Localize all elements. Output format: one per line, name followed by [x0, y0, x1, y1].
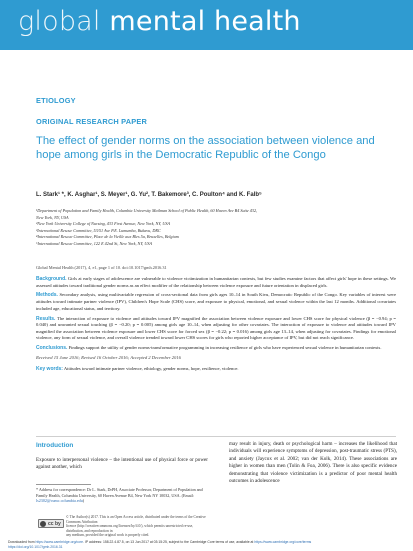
- methods-text: Secondary analysis, using multivariable regression of cross-sectional data from girls ages 10–14 in South Kivu, Democratic Republic of the Congo. Key variables of interest were attitudes toward intimate partner violence (IPV), Children's Hope Scale (CHS) score, and exposure to physical, emotional, and sexual violence within the last 12 months. Additional covariates included age, educational status, and territory.: [36, 292, 396, 311]
- author-list: L. Stark¹ *, K. Asghar¹, S. Meyer¹, G. Yu², T. Bakemore³, C. Poulton⁴ and K. Falb⁵: [36, 192, 262, 198]
- introduction-heading: Introduction: [36, 442, 74, 449]
- cambridge-core-link[interactable]: https://www.cambridge.org/core: [35, 540, 84, 544]
- affiliation-line: ⁴International Rescue Committee, Place de la Vieille aux Bles 5a, Bruxelles, Belgium: [36, 234, 179, 240]
- section-label: ETIOLOGY: [36, 96, 76, 105]
- introduction-text-right: may result in injury, death or psychological harm – increases the likelihood that individuals will experience symptoms of depression, post-traumatic stress (PTS), and anxiety (Jaycox et al. 2002; van der Kolk, 2014). These associations are higher in women than men (Tolin & Foa, 2006). There is also specific evidence demonstrating that violence victimization is a predictor of poor mental health outcomes in adolescence: [229, 441, 397, 485]
- introduction-text-left: Exposure to interpersonal violence – the intentional use of physical force or power against another, which: [36, 457, 208, 471]
- conclusions-label: Conclusions.: [36, 345, 68, 352]
- methods-label: Methods.: [36, 292, 58, 299]
- journal-title: [18, 6, 301, 37]
- email-label: (Email:: [181, 492, 194, 498]
- article-title: The effect of gender norms on the association between violence and hope among girls in the Democratic Republic of the Congo: [36, 135, 375, 161]
- affiliation-line: ³International Rescue Committee, 53/51 Ave P.E. Lumumba, Bukavu, DRC: [36, 227, 161, 233]
- affiliation-line: ⁵International Rescue Committee, 122 E 42nd St, New York, NY, USA: [36, 240, 153, 246]
- affiliation-line: ¹Department of Population and Family Health, Columbia University Mailman School of Public Health, 60 Haven Ave B4 Suite 432,: [36, 208, 258, 213]
- terms-link[interactable]: https://www.cambridge.org/core/terms: [254, 540, 312, 544]
- affiliation-line: ²New York University College of Nursing, 433 First Avenue, New York, NY, USA: [36, 221, 171, 227]
- citation-line: Global Mental Health (2017), 4, e1, page 1 of 10. doi:10.1017/gmh.2016.31: [36, 265, 167, 270]
- correspondence-footnote: [36, 487, 208, 504]
- email-end: ): [82, 498, 85, 504]
- article-type-label: ORIGINAL RESEARCH PAPER: [36, 117, 148, 126]
- doi-link[interactable]: https://doi.org/10.1017/gmh.2016.31: [8, 544, 63, 549]
- affiliation-line: New York, NY, USA: [36, 214, 69, 220]
- section-divider: [36, 436, 396, 437]
- background-text: Girls at early stages of adolescence are vulnerable to violence victimization in humanitarian contexts, but few studies examine factors that affect girls' hope in these settings. We assessed attitudes toward traditional gender norms as an effect modifier of the relationship between violence exposure and future orientation in displaced girls.: [36, 276, 396, 288]
- results-label: Results.: [36, 315, 56, 322]
- journal-title-part1: global: [18, 6, 101, 37]
- results-text: The interaction of exposure to violence and attitudes toward IPV magnified the association between violence exposure and lower CHS score for physical violence (β = −0.94; p = 0.040) and unwanted sexual touching (β = −0.20; p = 0.005) among girls age 10–14, when adjusting for other covariates. The interaction of exposure to violence and attitudes toward IPV magnified the association between violence exposure and lower CHS score for forced sex (β = −0.22; p = 0.016) among girls age 13–14, when adjusting for covariates. Findings for emotional violence, any form of sexual violence, and overall violence trended toward lower CHS scores for girls who reported higher acceptance of IPV, but did not reach significance.: [36, 315, 396, 341]
- doi-line: [8, 545, 413, 550]
- copyright-notice: [36, 515, 208, 538]
- body-column-left: [36, 442, 208, 472]
- journal-banner: [0, 0, 413, 50]
- copyright-line: any medium, provided the original work is properly cited.: [66, 533, 150, 538]
- journal-title-part2: mental health: [109, 6, 301, 37]
- cc-badge-label: cc by: [48, 521, 61, 527]
- keywords-text: Attitudes toward intimate partner violence, ethiology, gender norms, hope, resilience, violence.: [63, 366, 239, 372]
- download-mid: . IP address: 158.22.4.87.5, on 13 Jun 2017 at 03:15:25, subject to the Cambridge Core terms of use, available at: [83, 540, 255, 544]
- footnote-divider: [36, 484, 91, 485]
- affiliations: [36, 208, 396, 248]
- received-dates: Received 15 June 2016; Revised 16 October 2016; Accepted 2 December 2016: [36, 355, 181, 361]
- background-label: Background.: [36, 276, 67, 282]
- abstract-methods: [36, 292, 396, 312]
- abstract-conclusions: [36, 345, 396, 352]
- abstract-results: [36, 316, 396, 342]
- download-prefix: Downloaded from: [8, 540, 36, 544]
- keywords-label: Key words:: [36, 366, 63, 373]
- abstract: [36, 276, 396, 376]
- conclusions-text: Findings support the utility of gender norms-transformative programming in increasing resilience of girls who have experienced sexual violence in humanitarian contexts.: [68, 345, 382, 351]
- keywords: [36, 366, 396, 373]
- copyright-line: licence (http://creativecommons.org/licenses/by/4.0/), which permits unrestricted re-use, distribution, and reproduction in: [66, 524, 194, 533]
- footnote-text: * Address for correspondence: Dr L. Stark, DrPH, Associate Professor, Department of Population and Family Health, Columbia University, 60 Haven Avenue B4, New York NY 10032, USA.: [36, 487, 203, 498]
- email-link[interactable]: ls2302@cumc.columbia.edu: [36, 498, 83, 504]
- download-notice: [0, 540, 413, 549]
- abstract-background: [36, 276, 396, 289]
- copyright-line: © The Author(s) 2017. This is an Open Access article, distributed under the terms of the Creative Commons Attribution: [66, 515, 206, 524]
